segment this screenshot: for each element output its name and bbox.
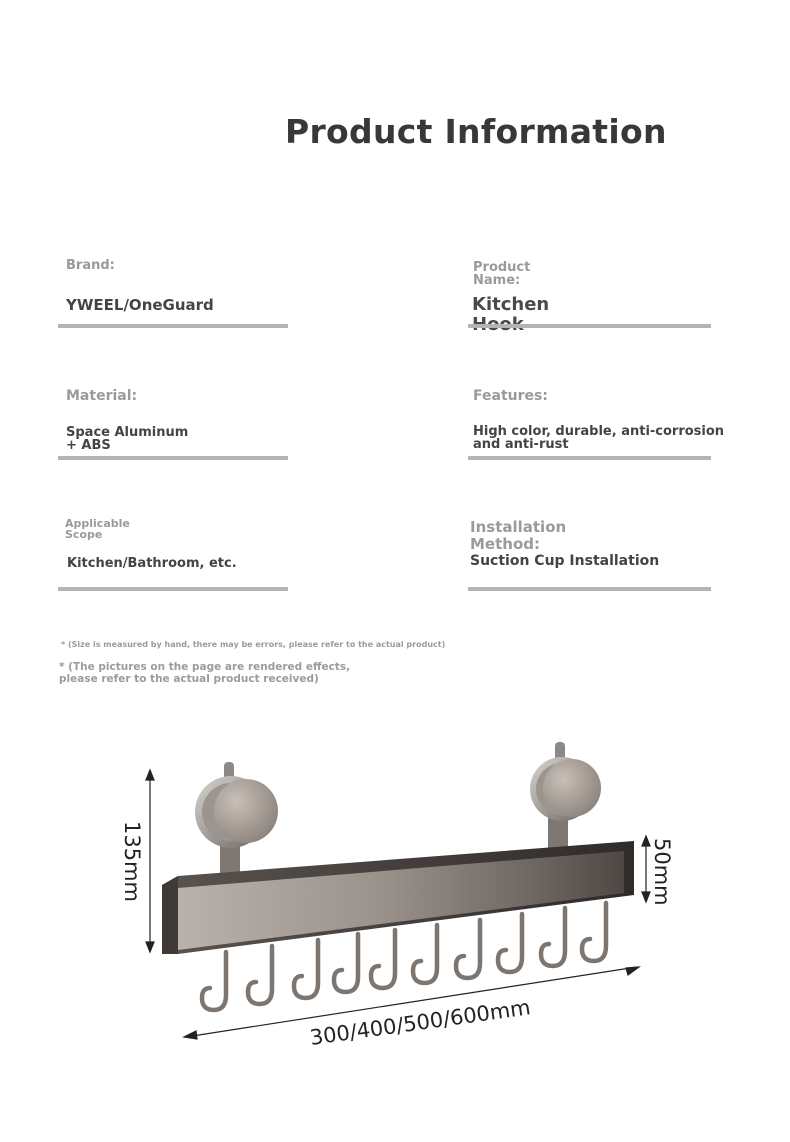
height-dimension-label: 135mm: [120, 821, 144, 902]
render-disclaimer: * (The pictures on the page are rendered effects, please refer to the actual product received): [59, 661, 351, 685]
right-suction-cup: [530, 742, 601, 850]
features-label: Features:: [473, 388, 548, 404]
features-value: High color, durable, anti-corrosion and anti-rust: [473, 424, 725, 452]
installation-method-value: Suction Cup Installation: [470, 553, 660, 569]
page-title: Product Information: [285, 112, 667, 151]
material-value: Space Aluminum + ABS: [66, 425, 189, 453]
brand-value: YWEEL/OneGuard: [66, 296, 214, 314]
bar-height-dimension-label: 50mm: [650, 838, 674, 906]
product-name-value: Kitchen: [472, 294, 550, 315]
brand-label: Brand:: [66, 258, 115, 273]
size-disclaimer: * (Size is measured by hand, there may be errors, please refer to the actual product): [61, 640, 446, 649]
applicable-scope-value: Kitchen/Bathroom, etc.: [67, 556, 237, 571]
length-dimension-label: 300/400/500/600mm: [308, 995, 532, 1050]
left-suction-cup: [195, 762, 278, 880]
applicable-scope-label: Applicable Scope: [65, 517, 130, 541]
material-label: Material:: [66, 388, 138, 404]
product-name-label: Product Name:: [473, 260, 531, 288]
installation-method-label: Installation Method:: [470, 518, 567, 553]
